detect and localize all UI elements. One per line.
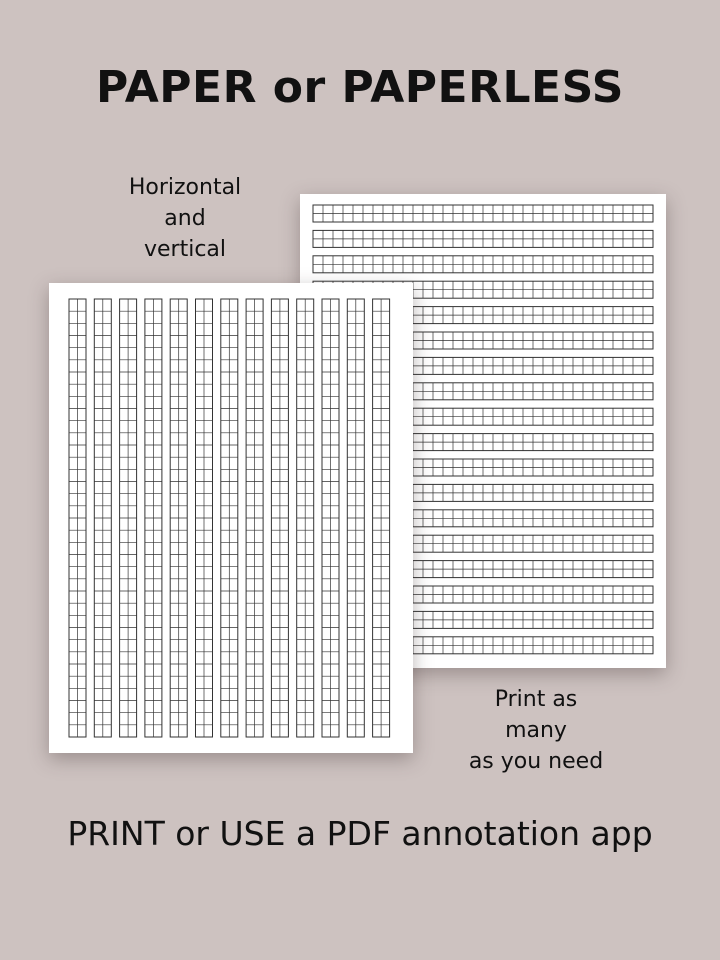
grid-strip <box>322 299 339 737</box>
grid-strip <box>94 299 111 737</box>
grid-strip <box>313 205 653 222</box>
vertical-grid-sheet <box>49 283 413 753</box>
grid-strip <box>347 299 364 737</box>
caption-line: vertical <box>143 237 227 262</box>
grid-strip <box>271 299 288 737</box>
grid-strip <box>373 299 390 737</box>
grid-strip <box>69 299 86 737</box>
caption-print-as-many <box>446 684 626 777</box>
footer-tagline: PRINT or USE a PDF annotation app <box>67 814 653 853</box>
grid-strip <box>221 299 238 737</box>
grid-strip <box>246 299 263 737</box>
grid-strip <box>196 299 213 737</box>
grid-strip <box>170 299 187 737</box>
caption-line: as you need <box>468 749 604 774</box>
grid-strip <box>120 299 137 737</box>
vertical-grid-drawing <box>49 283 413 753</box>
caption-line: many <box>505 718 567 743</box>
caption-horizontal-vertical <box>100 172 270 265</box>
grid-strip <box>297 299 314 737</box>
page-title: PAPER or PAPERLESS <box>96 62 624 113</box>
caption-line: Horizontal <box>128 175 242 200</box>
grid-strip <box>313 256 653 273</box>
grid-strip <box>313 230 653 247</box>
caption-line: Print as <box>494 687 578 712</box>
grid-strip <box>145 299 162 737</box>
caption-line: and <box>164 206 206 231</box>
